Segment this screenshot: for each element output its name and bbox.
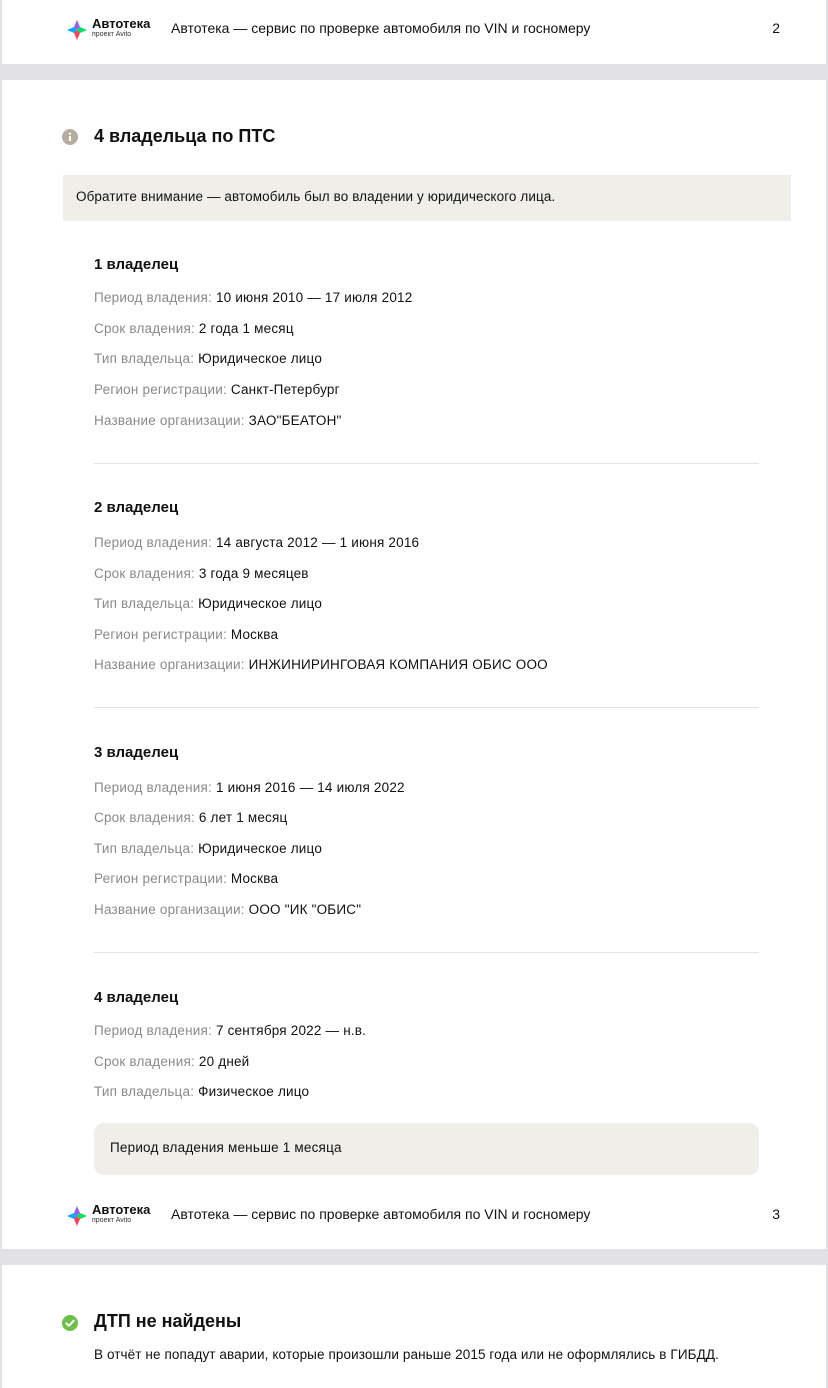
autoteka-logo [66,1202,162,1228]
owner-duration-row [94,321,294,336]
owner-region-row [94,627,278,642]
row-value: ЗАО"БЕАТОН" [248,413,342,428]
owner-org-row [94,902,361,917]
row-value: 1 июня 2016 — 14 июля 2022 [215,780,405,795]
owner-period-row [94,780,405,795]
row-label: Тип владельца: [94,596,195,611]
row-label: Название организации: [94,413,245,428]
row-value: Москва [230,871,279,886]
page-4-top [2,1265,826,1388]
row-value: Юридическое лицо [198,351,323,366]
owner-title: 2 владелец [94,499,179,516]
short-ownership-warning [94,1123,759,1175]
footer-text: Автотека — сервис по проверке автомобиля по VIN и госномеру [171,20,591,36]
accidents-note: В отчёт не попадут аварии, которые произошли раньше 2015 года или не оформлялись в ГИБДД. [94,1347,719,1362]
owner-period-row [94,535,419,550]
owner-title: 1 владелец [94,256,179,273]
row-label: Название организации: [94,657,245,672]
row-label: Период владения: [94,780,212,795]
owner-duration-row [94,566,309,581]
row-label: Срок владения: [94,810,195,825]
warning-text: Период владения меньше 1 месяца [110,1140,342,1155]
page-2-bottom [2,0,826,64]
row-value: ИНЖИНИРИНГОВАЯ КОМПАНИЯ ОБИС ООО [248,657,548,672]
check-circle-icon [62,1315,78,1331]
row-label: Тип владельца: [94,351,195,366]
logo-name: Автотека [92,1202,151,1217]
row-value: 14 августа 2012 — 1 июня 2016 [215,535,420,550]
legal-entity-notice [63,175,791,221]
owner-type-row [94,1084,309,1099]
owner-region-row [94,871,278,886]
page-number: 2 [772,20,780,36]
owners-section-title: 4 владельца по ПТС [94,126,276,146]
row-value: 6 лет 1 месяц [198,810,288,825]
row-value: 7 сентября 2022 — н.в. [215,1023,367,1038]
row-label: Название организации: [94,902,245,917]
logo-subtitle: проект Avito [92,31,132,38]
row-label: Срок владения: [94,1054,195,1069]
row-label: Период владения: [94,290,212,305]
row-label: Срок владения: [94,566,195,581]
row-label: Период владения: [94,1023,212,1038]
row-value: 10 июня 2010 — 17 июля 2012 [215,290,413,305]
row-label: Период владения: [94,535,212,550]
notice-text: Обратите внимание — автомобиль был во владении у юридического лица. [76,189,556,204]
autoteka-logo [66,16,162,42]
row-label: Тип владельца: [94,841,195,856]
row-value: Санкт-Петербург [230,382,340,397]
owner-title: 3 владелец [94,744,179,761]
row-value: Юридическое лицо [198,596,323,611]
owner-duration-row [94,1054,249,1069]
row-value: 20 дней [198,1054,250,1069]
row-label: Регион регистрации: [94,627,227,642]
autoteka-logo-icon [66,1205,88,1227]
owner-type-row [94,841,322,856]
page-number: 3 [772,1206,780,1222]
owner-title: 4 владелец [94,989,179,1006]
row-value: Москва [230,627,279,642]
row-label: Тип владельца: [94,1084,195,1099]
divider [94,707,759,708]
row-value: Юридическое лицо [198,841,323,856]
owner-type-row [94,596,322,611]
owner-period-row [94,1023,366,1038]
owner-type-row [94,351,322,366]
row-value: 2 года 1 месяц [198,321,294,336]
accidents-section-title: ДТП не найдены [94,1311,242,1331]
page-footer [2,8,826,48]
owner-period-row [94,290,412,305]
owner-org-row [94,413,342,428]
autoteka-logo-icon [66,19,88,41]
page-footer [2,1194,826,1234]
logo-name: Автотека [92,16,151,31]
divider [94,952,759,953]
row-label: Регион регистрации: [94,382,227,397]
page-3 [2,80,826,1249]
row-value: Физическое лицо [198,1084,310,1099]
row-label: Регион регистрации: [94,871,227,886]
row-value: 3 года 9 месяцев [198,566,309,581]
row-label: Срок владения: [94,321,195,336]
divider [94,463,759,464]
footer-text: Автотека — сервис по проверке автомобиля по VIN и госномеру [171,1206,591,1222]
owner-org-row [94,657,548,672]
info-icon [62,129,78,145]
row-value: ООО "ИК "ОБИС" [248,902,362,917]
owner-duration-row [94,810,287,825]
logo-subtitle: проект Avito [92,1217,132,1224]
owner-region-row [94,382,340,397]
